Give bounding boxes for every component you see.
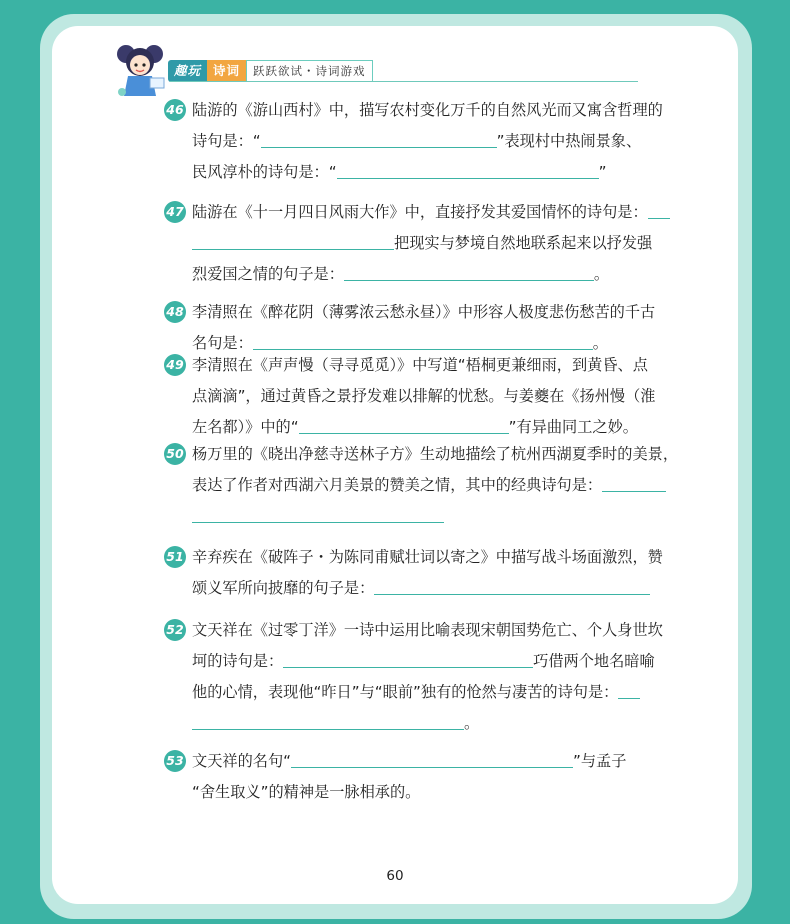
question-text: ”表现村中热闹景象、: [496, 132, 642, 150]
question-text: 。: [593, 265, 610, 283]
mascot-girl-icon: [114, 40, 170, 100]
answer-blank[interactable]: [291, 749, 573, 768]
question-number: 47: [164, 201, 186, 223]
question-text: 他的心情，表现他“昨日”与“眼前”独有的怆然与凄苦的诗句是：: [192, 683, 619, 701]
question-line: [192, 542, 663, 572]
question-line: [192, 197, 670, 227]
answer-blank[interactable]: [374, 576, 650, 595]
question-line: [192, 615, 663, 645]
question-line: [192, 573, 650, 603]
question-number: 52: [164, 619, 186, 641]
question-line: [192, 677, 640, 707]
question-text: 民风淳朴的诗句是：“: [192, 163, 337, 181]
answer-blank[interactable]: [602, 473, 666, 492]
question-line: [192, 95, 663, 125]
question-line: [192, 126, 641, 156]
answer-blank[interactable]: [337, 160, 599, 179]
question-text: 陆游的《游山西村》中，描写农村变化万千的自然风光而又寓含哲理的: [192, 101, 663, 119]
question-text: 坷的诗句是：: [192, 652, 284, 670]
question-text: 文天祥的名句“: [192, 752, 291, 770]
question-line: [192, 746, 626, 776]
question-text: 李清照在《声声慢（寻寻觅觅）》中写道“梧桐更兼细雨，到黄昏、点: [192, 356, 648, 374]
answer-blank[interactable]: [192, 504, 444, 523]
answer-blank[interactable]: [283, 649, 533, 668]
question-line: [192, 470, 666, 500]
question-text: 点滴滴”，通过黄昏之景抒发难以排解的忧愁。与姜夔在《扬州慢（淮: [192, 387, 656, 405]
question-line: [192, 297, 655, 327]
question-text: 。: [464, 714, 480, 732]
question-text: 文天祥在《过零丁洋》一诗中运用比喻表现宋朝国势危亡、个人身世坎: [192, 621, 663, 639]
question-number: 49: [164, 354, 186, 376]
question-line: [192, 381, 656, 411]
question-text: 陆游在《十一月四日风雨大作》中，直接抒发其爱国情怀的诗句是：: [192, 203, 648, 221]
question-text: ”: [598, 163, 607, 181]
question-line: [192, 439, 678, 469]
question-text: 杨万里的《晓出净慈寺送林子方》生动地描绘了杭州西湖夏季时的美景，: [192, 445, 678, 463]
question-text: 。: [592, 334, 608, 352]
question-line: [192, 259, 609, 289]
question-line: [192, 777, 420, 807]
question-text: 名句是：: [192, 334, 253, 352]
question-text: 李清照在《醉花阴（薄雾浓云愁永昼）》中形容人极度悲伤愁苦的千古: [192, 303, 656, 321]
page-number: 60: [386, 868, 404, 884]
question-line: [192, 350, 648, 380]
question-text: 把现实与梦境自然地联系起来以抒发强: [394, 234, 653, 252]
question-text: 烈爱国之情的句子是：: [192, 265, 344, 283]
question-text: 左名都）》中的“: [192, 418, 299, 436]
answer-blank[interactable]: [192, 711, 464, 730]
question-number: 53: [164, 750, 186, 772]
question-number: 51: [164, 546, 186, 568]
badge-poetry: 诗词: [207, 60, 246, 82]
question-line: [192, 646, 655, 676]
answer-blank[interactable]: [253, 331, 593, 350]
header-divider: [170, 81, 638, 82]
answer-blank[interactable]: [618, 680, 640, 699]
question-text: “舍生取义”的精神是一脉相承的。: [192, 783, 421, 801]
question-line: [192, 157, 606, 187]
answer-blank[interactable]: [299, 415, 509, 434]
question-text: 诗句是：“: [192, 132, 261, 150]
question-text: 辛弃疾在《破阵子・为陈同甫赋壮词以寄之》中描写战斗场面激烈，赞: [192, 548, 663, 566]
question-text: 表达了作者对西湖六月美景的赞美之情，其中的经典诗句是：: [192, 476, 603, 494]
question-line: [192, 412, 638, 442]
answer-blank[interactable]: [648, 200, 670, 219]
question-number: 46: [164, 99, 186, 121]
question-text: ”有异曲同工之妙。: [508, 418, 638, 436]
question-text: 颂义军所向披靡的句子是：: [192, 579, 375, 597]
question-line: [192, 708, 479, 738]
section-badge: [168, 60, 373, 82]
badge-subtitle: 跃跃欲试・诗词游戏: [246, 60, 373, 82]
question-number: 50: [164, 443, 186, 465]
question-number: 48: [164, 301, 186, 323]
question-text: ”与孟子: [573, 752, 627, 770]
badge-fun: 趣玩: [168, 60, 207, 82]
answer-blank[interactable]: [344, 262, 594, 281]
answer-blank[interactable]: [192, 231, 394, 250]
answer-blank[interactable]: [261, 129, 497, 148]
question-line: [192, 228, 652, 258]
page-header: [112, 40, 638, 84]
question-text: 巧借两个地名暗喻: [533, 652, 655, 670]
question-line: [192, 501, 444, 531]
